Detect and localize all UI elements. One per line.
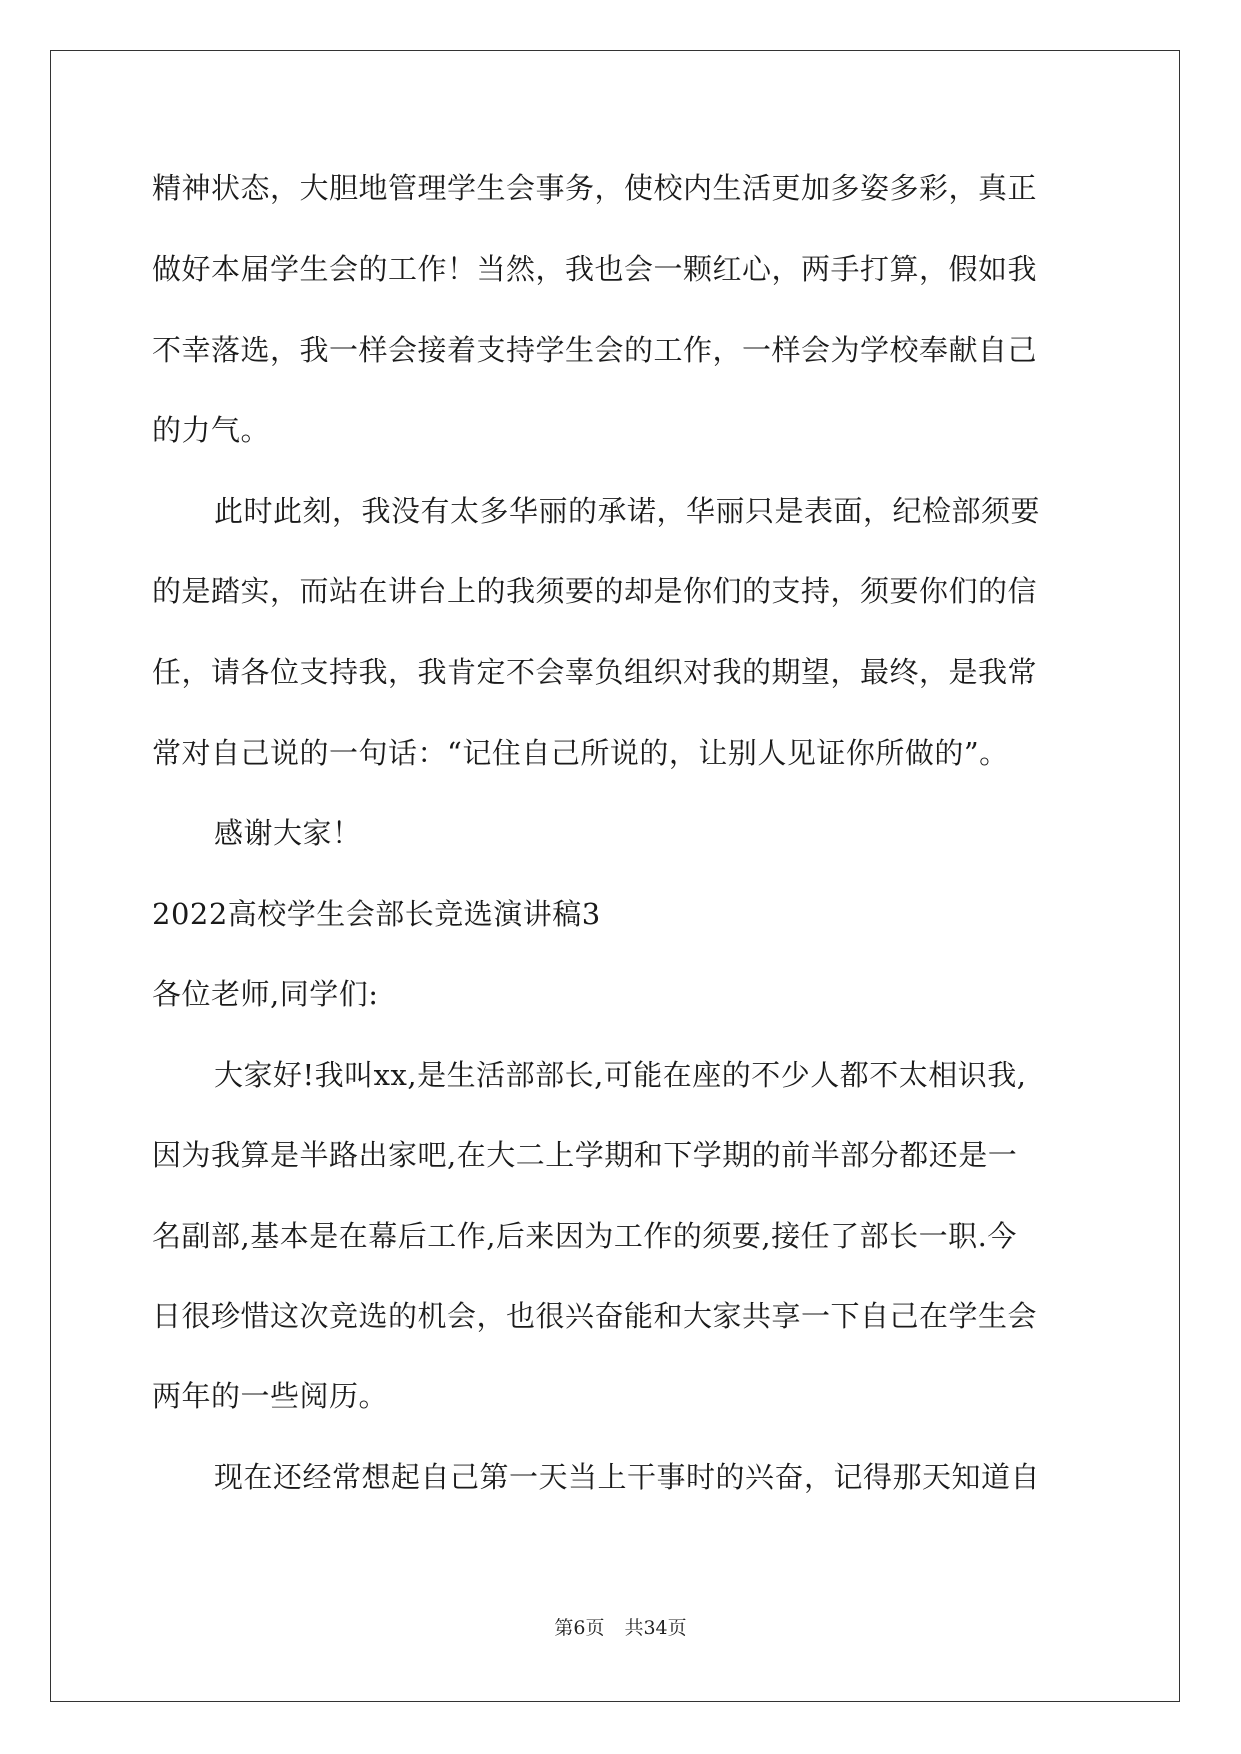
text-line: 的力气。 [152, 413, 271, 447]
page-footer [0, 1615, 1241, 1641]
text-line: 名副部,基本是在幕后工作,后来因为工作的须要,接任了部长一职.今 [152, 1219, 1017, 1253]
text-line: 常对自己说的一句话：“记住自己所说的，让别人见证你所做的”。 [152, 736, 1009, 770]
text-line: 两年的一些阅历。 [152, 1379, 389, 1413]
page-number: 第6页 [554, 1617, 605, 1639]
page-border [50, 50, 1180, 1702]
paragraph-first-line: 现在还经常想起自己第一天当上干事时的兴奋，记得那天知道自 [214, 1460, 1041, 1494]
section-title: 2022高校学生会部长竞选演讲稿3 [152, 897, 601, 931]
text-line: 任，请各位支持我，我肯定不会辜负组织对我的期望，最终，是我常 [152, 655, 1038, 689]
text-line: 因为我算是半路出家吧,在大二上学期和下学期的前半部分都还是一 [152, 1138, 1018, 1172]
paragraph-first-line: 大家好!我叫xx,是生活部部长,可能在座的不少人都不太相识我, [214, 1058, 1027, 1092]
text-line: 精神状态，大胆地管理学生会事务，使校内生活更加多姿多彩，真正 [152, 171, 1038, 205]
text-line: 不幸落选，我一样会接着支持学生会的工作，一样会为学校奉献自己 [152, 333, 1038, 367]
text-line: 做好本届学生会的工作！当然，我也会一颗红心，两手打算，假如我 [152, 252, 1038, 286]
salutation: 各位老师,同学们: [152, 977, 379, 1011]
text-line: 日很珍惜这次竞选的机会，也很兴奋能和大家共享一下自己在学生会 [152, 1299, 1038, 1333]
paragraph-first-line: 感谢大家！ [214, 816, 362, 850]
paragraph-first-line: 此时此刻，我没有太多华丽的承诺，华丽只是表面，纪检部须要 [214, 494, 1041, 528]
page-total: 共34页 [624, 1617, 687, 1639]
text-line: 的是踏实，而站在讲台上的我须要的却是你们的支持，须要你们的信 [152, 574, 1038, 608]
